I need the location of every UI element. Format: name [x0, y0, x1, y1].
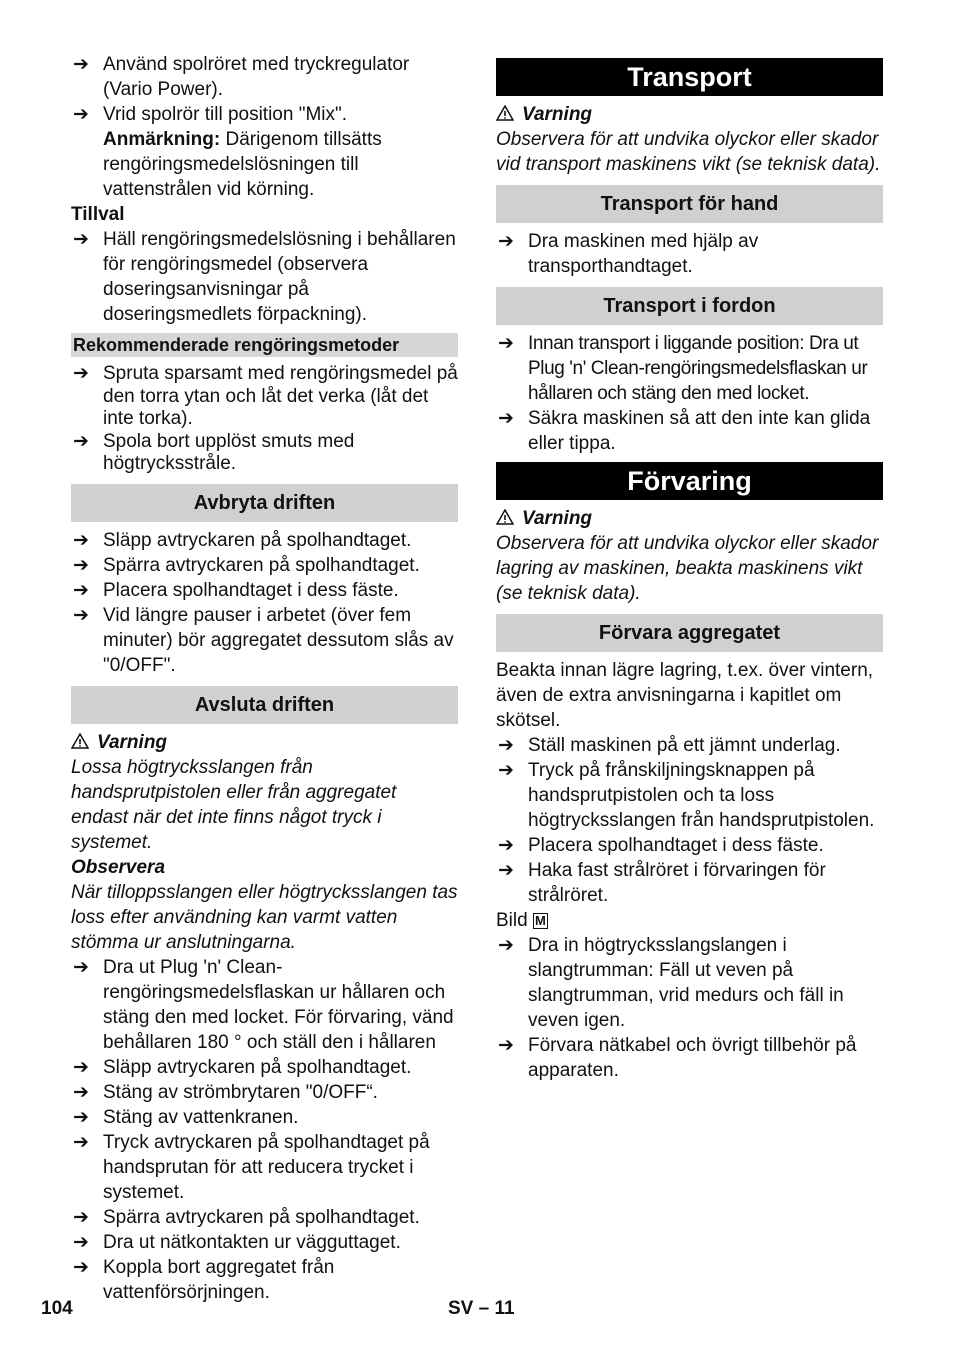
- section-heading: Transport i fordon: [496, 287, 883, 325]
- warning-heading: [71, 730, 458, 755]
- list-item-text: Stäng av vattenkranen.: [103, 1106, 299, 1128]
- arrow-right-icon: ➔: [498, 1035, 514, 1056]
- arrow-right-icon: ➔: [73, 430, 89, 452]
- list-item-text: Dra ut nätkontakten ur vägguttaget.: [103, 1231, 401, 1253]
- arrow-right-icon: ➔: [498, 333, 514, 354]
- section-subheading: Rekommenderade rengöringsmetoder: [71, 333, 458, 357]
- paragraph: Beakta innan lägre lagring, t.ex. över vintern, även de extra anvisningarna i kapitlet om skötsel.: [496, 660, 874, 731]
- observera-label: Observera: [71, 856, 166, 878]
- list-item: [496, 229, 883, 279]
- warning-heading: [496, 102, 883, 127]
- arrow-right-icon: ➔: [73, 1056, 89, 1078]
- list-item-text: Häll rengöringsmedelslösning i behållaren för rengöringsmedel (observera doseringsanvisningar på doseringsmedlets förpackning).: [103, 229, 456, 325]
- figure-label: Bild: [496, 910, 528, 931]
- arrow-right-icon: ➔: [73, 1231, 89, 1253]
- arrow-right-icon: ➔: [73, 554, 89, 576]
- list-item: [71, 553, 458, 578]
- list-item-text: Placera spolhandtaget i dess fäste.: [103, 579, 399, 601]
- arrow-right-icon: ➔: [73, 1106, 89, 1128]
- list-item: [496, 758, 883, 833]
- arrow-right-icon: ➔: [73, 1131, 89, 1153]
- arrow-right-icon: ➔: [498, 231, 514, 252]
- list-item-text: Säkra maskinen så att den inte kan glida eller tippa.: [528, 408, 871, 454]
- arrow-right-icon: ➔: [73, 229, 89, 250]
- list-item-text: Dra maskinen med hjälp av transporthandtaget.: [528, 231, 759, 277]
- list-item-text: Dra in högtrycksslangslangen i slangtrumman: Fäll ut veven på slangtrumman, vrid medurs och fäll in veven igen.: [528, 935, 844, 1031]
- list-item-text: Innan transport i liggande position: Dra ut Plug 'n' Clean-rengöringsmedelsflaskan ur hållaren och stäng den med locket.: [528, 333, 868, 404]
- list-item: [71, 1055, 458, 1080]
- warning-triangle-icon: [496, 509, 514, 525]
- list-item: [496, 406, 883, 456]
- list-item-text: Placera spolhandtaget i dess fäste.: [528, 835, 824, 856]
- arrow-right-icon: ➔: [73, 604, 89, 626]
- list-item-text: Ställ maskinen på ett jämnt underlag.: [528, 735, 841, 756]
- arrow-right-icon: ➔: [73, 54, 89, 75]
- list-item: [496, 858, 883, 908]
- list-item: [71, 52, 458, 102]
- list-item-text: Tryck avtryckaren på spolhandtaget på handsprutan för att reducera trycket i systemet.: [103, 1131, 430, 1203]
- warning-text: Lossa högtrycksslangen från handsprutpistolen eller från aggregatet endast när det inte finns något tryck i systemet.: [71, 756, 397, 853]
- arrow-right-icon: ➔: [498, 408, 514, 429]
- list-item: [71, 227, 458, 327]
- list-item: [71, 955, 458, 1055]
- warning-label: Varning: [522, 104, 593, 125]
- section-heading: Avsluta driften: [71, 686, 458, 724]
- language-page-label: SV – 11: [448, 1298, 515, 1319]
- list-item: [71, 431, 458, 476]
- list-item-text: Spärra avtryckaren på spolhandtaget.: [103, 1206, 420, 1228]
- list-item-text: Spruta sparsamt med rengöringsmedel på den torra ytan och låt det verka (låt det inte torka).: [103, 363, 458, 429]
- arrow-right-icon: ➔: [73, 529, 89, 551]
- list-item: [496, 1033, 883, 1083]
- list-item: [71, 1255, 458, 1305]
- warning-triangle-icon: [496, 105, 514, 121]
- page-number: 104: [41, 1298, 73, 1319]
- figure-ref-box: M: [534, 913, 546, 928]
- list-item: [71, 1205, 458, 1230]
- arrow-right-icon: ➔: [73, 956, 89, 978]
- figure-reference: [496, 908, 883, 933]
- chapter-heading: Transport: [496, 58, 883, 96]
- list-item: [496, 933, 883, 1033]
- list-item: [71, 1130, 458, 1205]
- list-item-text: Använd spolröret med tryckregulator (Vario Power).: [103, 54, 410, 100]
- list-item-text: Stäng av strömbrytaren "0/OFF“.: [103, 1081, 378, 1103]
- list-item: [71, 1230, 458, 1255]
- list-item: [496, 833, 883, 858]
- observera-text: När tilloppsslangen eller högtrycksslangen tas loss efter användning kan varmt vatten stömma ur anslutningarna.: [71, 881, 458, 953]
- arrow-right-icon: ➔: [498, 860, 514, 881]
- warning-triangle-icon: [71, 733, 89, 749]
- warning-text: Observera för att undvika olyckor eller skador lagring av maskinen, beakta maskinens vikt (se teknisk data).: [496, 533, 879, 604]
- section-heading: Förvara aggregatet: [496, 614, 883, 652]
- list-item: [496, 733, 883, 758]
- tillval-label: Tillval: [71, 204, 125, 225]
- list-item-text: Vid längre pauser i arbetet (över fem minuter) bör aggregatet dessutom slås av "0/OFF".: [103, 604, 454, 676]
- list-item: [71, 578, 458, 603]
- list-item: [71, 528, 458, 553]
- note-label: Anmärkning:: [103, 129, 221, 150]
- warning-text: Observera för att undvika olyckor eller skador vid transport maskinens vikt (se teknisk data).: [496, 129, 881, 175]
- list-item-text: Vrid spolrör till position "Mix".: [103, 104, 348, 125]
- list-item-text: Koppla bort aggregatet från vattenförsörjningen.: [103, 1256, 335, 1303]
- list-item: [496, 331, 883, 406]
- list-item: [71, 1080, 458, 1105]
- arrow-right-icon: ➔: [498, 835, 514, 856]
- list-item: [71, 603, 458, 678]
- arrow-right-icon: ➔: [498, 735, 514, 756]
- list-item-text: Spola bort upplöst smuts med högtrycksstråle.: [103, 430, 355, 474]
- list-item-text: Spärra avtryckaren på spolhandtaget.: [103, 554, 420, 576]
- list-item-text: Dra ut Plug 'n' Clean-rengöringsmedelsflaskan ur hållaren och stäng den med locket. För förvaring, vänd behållaren 180 ° och ställ den i hållaren: [103, 956, 454, 1053]
- list-item-text: Släpp avtryckaren på spolhandtaget.: [103, 1056, 412, 1078]
- warning-label: Varning: [522, 508, 593, 529]
- section-heading: Transport för hand: [496, 185, 883, 223]
- list-item-text: Haka fast strålröret i förvaringen för strålröret.: [528, 860, 826, 906]
- list-item-text: Släpp avtryckaren på spolhandtaget.: [103, 529, 412, 551]
- left-column: [71, 52, 458, 1305]
- arrow-right-icon: ➔: [73, 104, 89, 125]
- section-heading: Avbryta driften: [71, 484, 458, 522]
- arrow-right-icon: ➔: [73, 1256, 89, 1278]
- warning-heading: [496, 506, 883, 531]
- right-column: [496, 52, 883, 1083]
- list-item: [71, 363, 458, 431]
- list-item-text: Tryck på frånskiljningsknappen på handsprutpistolen och ta loss högtrycksslangen från handsprutpistolen.: [528, 760, 875, 831]
- list-item: [71, 102, 458, 202]
- chapter-heading: Förvaring: [496, 462, 883, 500]
- list-item: [71, 1105, 458, 1130]
- note-text: Därigenom tillsätts rengöringsmedelslösningen till vattenstrålen vid körning.: [103, 129, 382, 200]
- arrow-right-icon: ➔: [73, 1081, 89, 1103]
- list-item-text: Förvara nätkabel och övrigt tillbehör på apparaten.: [528, 1035, 857, 1081]
- arrow-right-icon: ➔: [73, 363, 89, 384]
- arrow-right-icon: ➔: [498, 760, 514, 781]
- arrow-right-icon: ➔: [73, 1206, 89, 1228]
- arrow-right-icon: ➔: [498, 935, 514, 956]
- warning-label: Varning: [97, 731, 168, 753]
- arrow-right-icon: ➔: [73, 579, 89, 601]
